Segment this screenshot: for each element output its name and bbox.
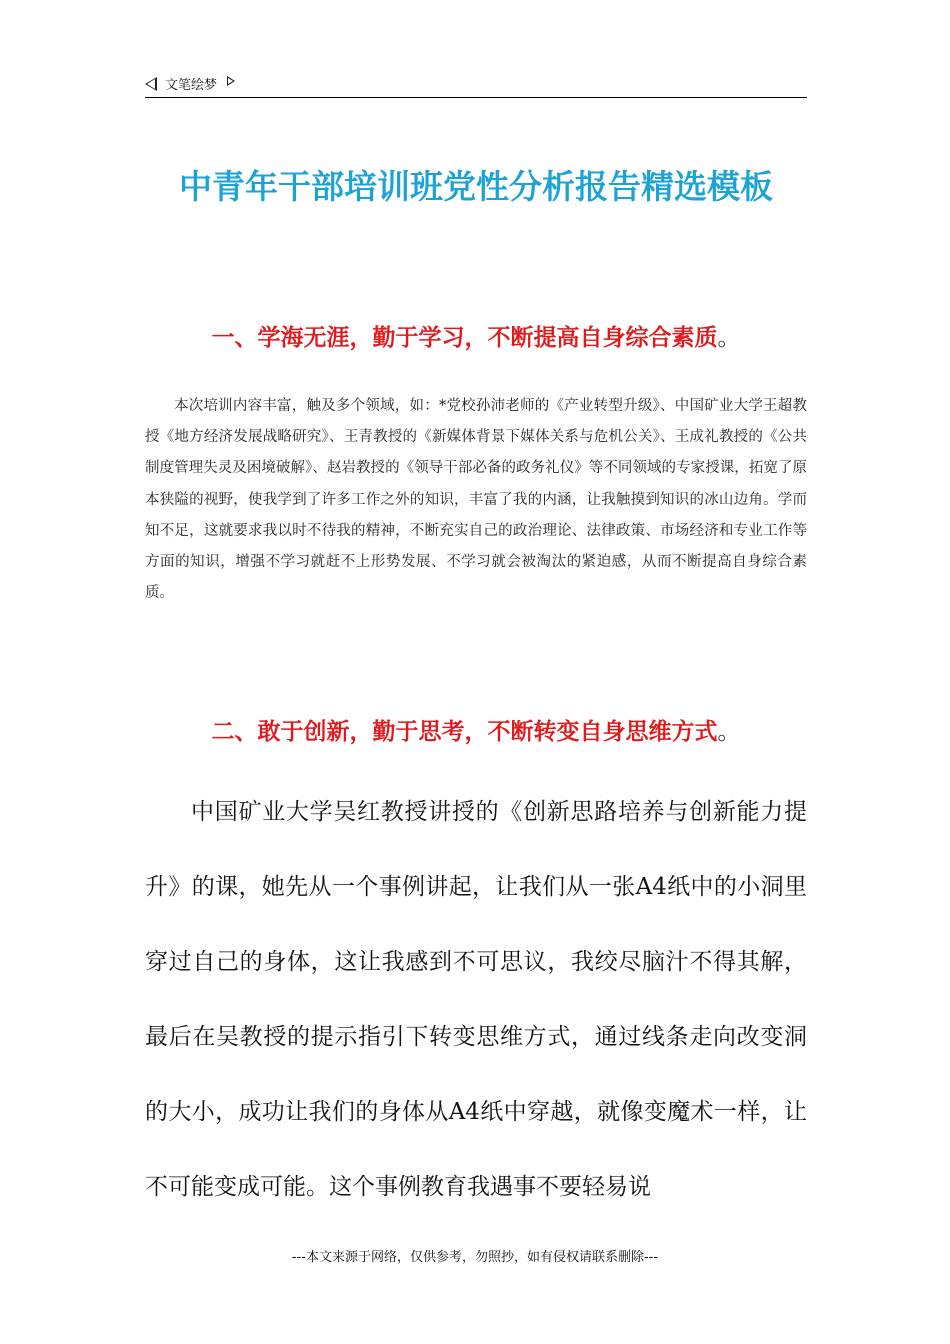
section-1-paragraph: 本次培训内容丰富，触及多个领域，如：*党校孙沛老师的《产业转型升级》、中国矿业大学王超教授《地方经济发展战略研究》、王青教授的《新媒体背景下媒体关系与危机公关》、王成礼教授的《公共制度管理失灵及困境破解》、赵岩教授的《领导干部必备的政务礼仪》等不同领域的专家授课，拓宽了原本狭隘的视野，使我学到了许多工作之外的知识，丰富了我的内涵，让我触摸到知识的冰山边角。学而知不足，这就要求我以时不待我的精神，不断充实自己的政治理论、法律政策、市场经济和专业工作等方面的知识，增强不学习就赶不上形势发展、不学习就会被淘汰的紧迫感，从而不断提高自身综合素质。	[145, 398, 807, 602]
page-footer-notice: ---本文来源于网络，仅供参考，勿照抄，如有侵权请联系删除---	[291, 1250, 659, 1265]
section-heading-2	[145, 716, 807, 748]
section-heading-2-text: 二、敢于创新，勤于思考，不断转变自身思维方式	[211, 719, 718, 745]
page-header	[145, 70, 807, 98]
section-heading-2-end: 。	[717, 719, 741, 745]
triangle-right-icon	[227, 76, 235, 86]
section-heading-1-text: 一、学海无涯，勤于学习，不断提高自身综合素质	[211, 325, 718, 351]
header-brand: 文笔绘梦	[165, 78, 218, 93]
section-2-paragraph: 中国矿业大学吴红教授讲授的《创新思路培养与创新能力提升》的课，她先从一个事例讲起，让我们从一张A4纸中的小洞里穿过自己的身体，这让我感到不可思议，我绞尽脑汁不得其解，最后在吴教授的提示指引下转变思维方式，通过线条走向改变洞的大小，成功让我们的身体从A4纸中穿越，就像变魔术一样，让不可能变成可能。这个事例教育我遇事不要轻易说	[145, 799, 807, 1200]
header-brand-row	[145, 74, 235, 93]
section-heading-1-end: 。	[717, 325, 741, 351]
triangle-left-icon	[145, 77, 157, 91]
document-title: 中青年干部培训班党性分析报告精选模板	[179, 167, 773, 206]
section-heading-1	[145, 322, 807, 354]
